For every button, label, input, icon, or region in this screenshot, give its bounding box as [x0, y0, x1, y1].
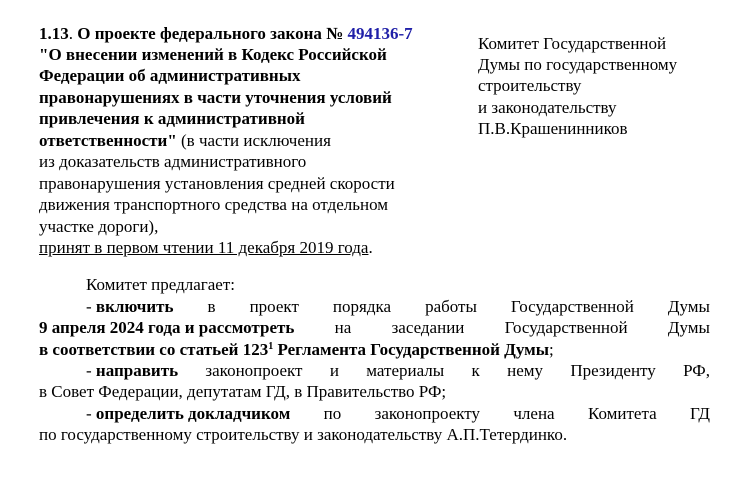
word: в: [207, 297, 216, 316]
proposal-1-line-2: [39, 318, 710, 338]
word: и: [329, 361, 339, 380]
proposal-3-line-1: [86, 404, 710, 424]
word: законопроекту: [374, 404, 480, 423]
proposal-1-date: 9 апреля 2024 года и рассмотреть: [39, 318, 295, 337]
bill-note-line-1: из доказательств административного: [39, 152, 307, 171]
word: заседании: [391, 318, 465, 337]
word: по: [323, 404, 342, 423]
proposal-3-dash: -: [86, 404, 96, 423]
bill-note-line-4: участке дороги),: [39, 217, 159, 236]
bill-title-line-2: Федерации об административных: [39, 66, 301, 85]
committee-line-3: строительству: [478, 76, 582, 95]
word: Комитета: [587, 404, 657, 423]
bill-title-end: ответственности": [39, 131, 177, 150]
item-number: 1.13: [39, 24, 69, 43]
word: Президенту: [570, 361, 656, 380]
bill-title-line-1: "О внесении изменений в Кодекс Российской: [39, 45, 387, 64]
proposal-1-dash: -: [86, 297, 96, 316]
bill-number-link[interactable]: 494136-7: [347, 24, 413, 43]
item-heading: [39, 24, 413, 44]
bill-status: [39, 238, 373, 258]
proposal-1-regulation: Регламента Государственной Думы: [273, 340, 549, 359]
word: проект: [249, 297, 299, 316]
bill-title-line-4: привлечения к административной: [39, 109, 305, 128]
proposal-1-article-sup: 1: [268, 341, 274, 352]
bill-title-line-5: [39, 131, 331, 151]
proposal-1-verb: включить: [95, 297, 174, 316]
committee-line-1: Комитет Государственной: [478, 34, 667, 53]
word: ГД: [690, 404, 710, 423]
word: Государственной: [504, 318, 628, 337]
bill-note-line-3: движения транспортного средства на отдельном: [39, 195, 389, 214]
word: нему: [507, 361, 544, 380]
proposal-3-verb: определить докладчиком: [95, 404, 291, 423]
committee-line-2: Думы по государственному: [478, 55, 678, 74]
proposals-intro: Комитет предлагает:: [86, 275, 235, 294]
proposal-2-dash: -: [86, 361, 96, 380]
bill-note-start: (в части исключения: [176, 131, 331, 150]
proposal-1-lead: [86, 297, 174, 317]
word: материалы: [366, 361, 445, 380]
proposal-2-line-2: в Совет Федерации, депутатам ГД, в Правительство РФ;: [39, 382, 447, 401]
bill-title-line-3: правонарушениях в части уточнения условий: [39, 88, 392, 107]
committee-chair: П.В.Крашенинников: [478, 119, 628, 138]
status-period: .: [368, 238, 373, 257]
word: к: [471, 361, 480, 380]
proposal-3-lead: [86, 404, 290, 424]
word: Думы: [667, 318, 710, 337]
proposal-3-line-2: по государственному строительству и законодательству А.П.Тетердинко.: [39, 425, 568, 444]
proposal-2-lead: [86, 361, 178, 381]
proposal-1-article: в соответствии со статьей 123: [39, 340, 269, 359]
item-number-dot: .: [68, 24, 73, 43]
word: члена: [513, 404, 555, 423]
bill-note-line-2: правонарушения установления средней скорости: [39, 174, 395, 193]
proposal-2-verb: направить: [95, 361, 179, 380]
first-reading-status: принят в первом чтении 11 декабря 2019 года: [39, 238, 369, 257]
proposal-1-semicolon: ;: [549, 340, 554, 359]
word: РФ,: [683, 361, 710, 380]
word: на: [334, 318, 352, 337]
word: законопроект: [205, 361, 303, 380]
word: Государственной: [510, 297, 634, 316]
word: Думы: [667, 297, 710, 316]
item-title-prefix: О проекте федерального закона №: [77, 24, 344, 43]
proposal-1-line-1: [86, 297, 710, 317]
proposal-2-line-1: [86, 361, 710, 381]
proposal-1-line-3: [39, 340, 554, 360]
word: порядка: [332, 297, 392, 316]
word: работы: [425, 297, 477, 316]
committee-line-4: и законодательству: [478, 98, 617, 117]
